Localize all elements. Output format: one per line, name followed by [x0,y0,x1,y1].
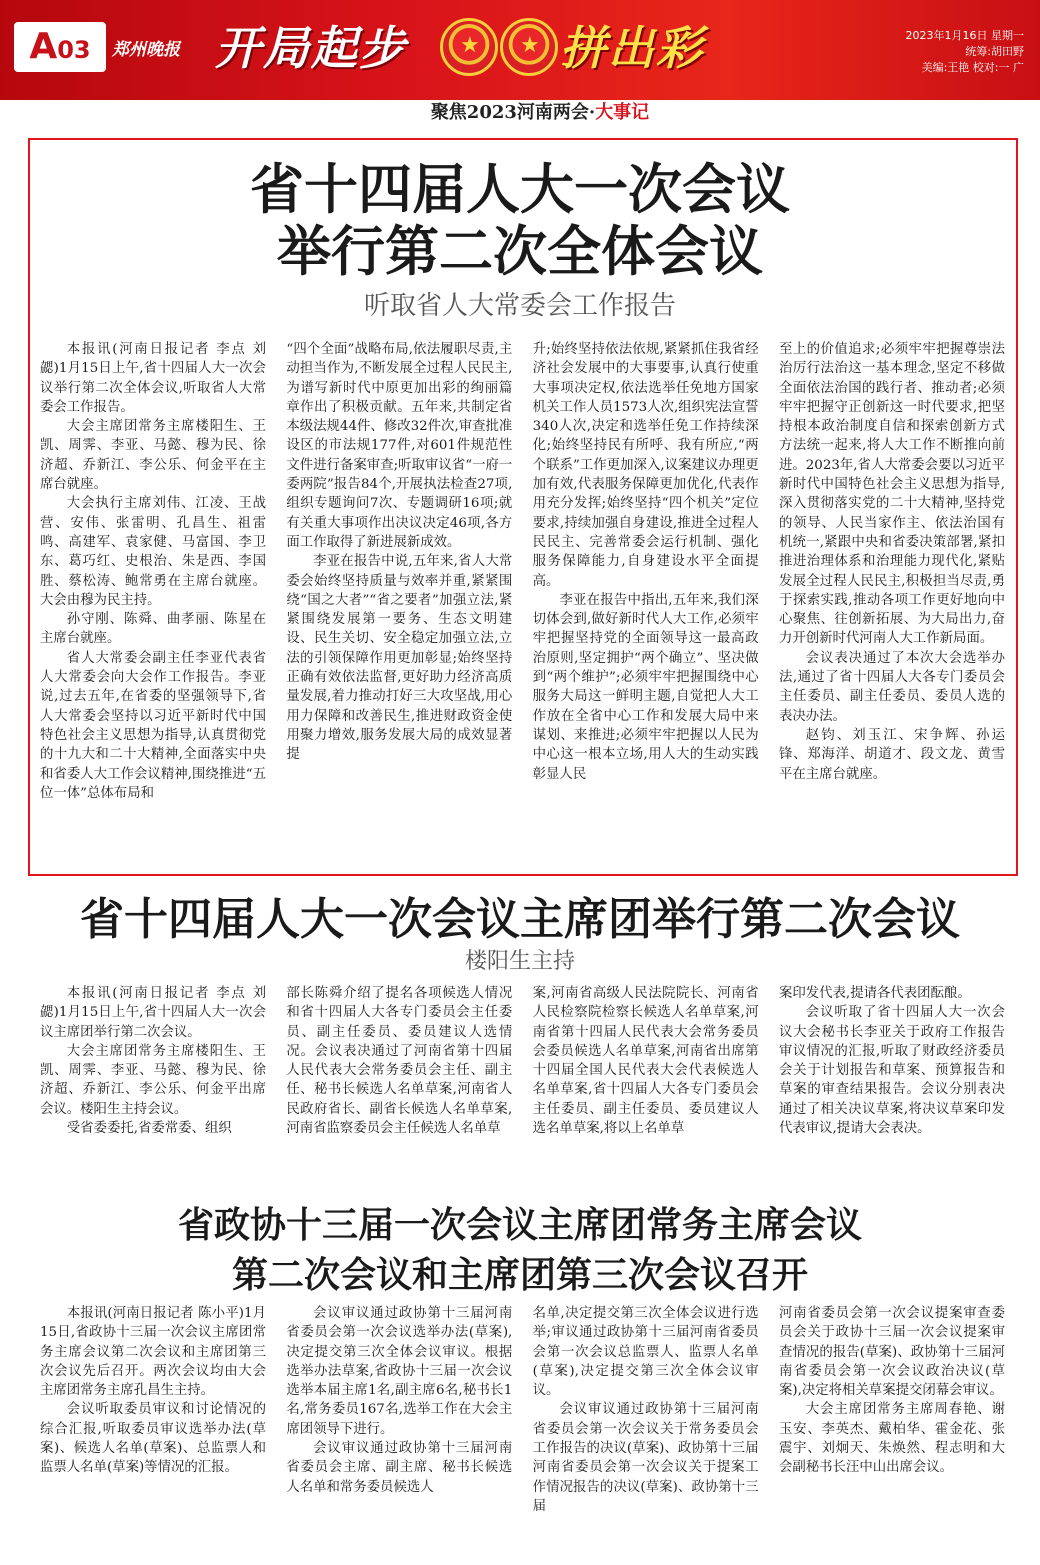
article2-col2 [286,984,512,1169]
paragraph: 大会主席团常务主席周春艳、谢玉安、李英杰、戴柏华、霍金花、张震宇、刘炯天、朱焕然、程志明和大会副秘书长汪中山出席会议。 [778,1402,1005,1476]
slogan-left: 开局起步 [215,21,407,75]
national-emblem-icon: ★ [440,18,498,76]
paragraph: 孙守刚、陈舜、曲孝丽、陈星在主席台就座。 [40,612,266,647]
paragraph: 本报讯(河南日报记者 李点 刘勰)1月15日上午,省十四届人大一次会议举行第二次全体会议,听取省人大常委会工作报告。 [40,342,266,415]
paragraph: 会议审议通过政协第十三届河南省委员会第一次会议选举办法(草案),决定提交第三次全体会议审议。根据选举办法草案,省政协十三届一次会议选举本届主席1名,副主席6名,秘书长1名,常务委员167名,选举工作在大会主席团领导下进行。 [286,1306,513,1437]
editors: 美编:王艳 校对:一 广 [921,61,1024,74]
paragraph: 河南省委员会第一次会议提案审查委员会关于政协十三届一次会议提案审查情况的报告(草案)、政协第十三届河南省委员会第一次会议政治决议(草案),决定将相关草案提交闭幕会审议。 [778,1306,1005,1399]
paragraph: 受省委委托,省委常委、组织 [66,1121,232,1137]
section-banner: 聚焦2023河南两会·大事记 [430,102,650,123]
paragraph: 本报讯(河南日报记者 李点 刘勰)1月15日上午,省十四届人大一次会议主席团举行第二次会议。 [40,986,266,1040]
article2-title: 省十四届人大一次会议主席团举行第二次会议 [80,894,960,945]
planner: 统筹:胡田野 [965,45,1024,58]
paragraph: 会议审议通过政协第十三届河南省委员会第一次会议关于常务委员会工作报告的决议(草案)、政协第十三届河南省委员会第一次会议关于提案工作情况报告的决议(草案)、政协第十三届 [532,1402,759,1514]
slogan-right: 拼出彩 [560,21,704,75]
paragraph: 案,河南省高级人民法院院长、河南省人民检察院检察长候选人名单草案,河南省第十四届人民代表大会常务委员会委员候选人名单草案,河南省出席第十四届全国人民代表大会代表候选人名单草案,省十四届人大各专门委员会主任委员、副主任委员、委员建议人选名单草案,将以上名单草 [532,986,759,1137]
paragraph: 名单,决定提交第三次全体会议进行选举;审议通过政协第十三届河南省委员会第一次会议总监票人、监票人名单(草案),决定提交第三次全体会议审议。 [532,1306,759,1399]
paragraph: 本报讯(河南日报记者 陈小平)1月15日,省政协十三届一次会议主席团常务主席会议第二次会议和主席团第三次会议先后召开。两次会议均由大会主席团常务主席孔昌生主持。 [40,1306,266,1399]
paragraph: 会议表决通过了本次大会选举办法,通过了省十四届人大各专门委员会主任委员、副主任委员、委员人选的表决办法。 [778,650,1005,724]
article2-body [40,984,1005,1169]
article3-title-line2: 第二次会议和主席团第三次会议召开 [231,1255,808,1296]
issue-date: 2023年1月16日 星期一 [905,29,1024,42]
article1-col4 [779,340,1005,855]
article3-col1 [40,1304,266,1544]
article1-title-line1: 省十四届人大一次会议 [250,158,790,221]
article3-col4 [779,1304,1005,1544]
paragraph: 赵钧、刘玉江、宋争辉、孙运锋、郑海洋、胡道才、段文龙、黄雪平在主席台就座。 [778,727,1005,782]
paragraph: 李亚在报告中指出,五年来,我们深切体会到,做好新时代人大工作,必须牢牢把握坚持党的全面领导这一最高政治原则,坚定拥护“两个确立”、坚决做到“两个维护”;必须牢牢把握围绕中心服务大局这一鲜明主题,自觉把人大工作放在全省中心工作和发展大局中来谋划、来推进;必须牢牢把握以人民为中心这一根本立场,用人大的生动实践彰显人民 [532,592,759,782]
article3-col2 [286,1304,512,1544]
article2-col4 [779,984,1005,1169]
article1-col1 [40,340,266,855]
article1-col2 [286,340,512,855]
page-number: A03 [14,22,106,72]
paragraph: 省人大常委会副主任李亚代表省人大常委会向大会作工作报告。李亚说,过去五年,在省委的坚强领导下,省人大常委会坚持以习近平新时代中国特色社会主义思想为指导,认真贯彻党的十九大和二十大精神,全面落实中央和省委人大工作会议精神,围绕推进“五位一体”总体布局和 [40,650,266,801]
paragraph: 大会执行主席刘伟、江凌、王战营、安伟、张雷明、孔昌生、祖雷鸣、高建军、袁家健、马富国、李卫东、葛巧红、史根治、朱是西、李国胜、蔡松涛、鲍常勇在主席台就座。大会由穆为民主持。 [40,496,266,608]
paragraph: “四个全面”战略布局,依法履职尽责,主动担当作为,不断发展全过程人民民主,为谱写新时代中原更加出彩的绚丽篇章作出了积极贡献。五年来,共制定省本级法规44件、修改32件次,审查批准设区的市法规177件,对601件规范性文件进行备案审查;听取审议省“一府一委两院”报告84个,开展执法检查27项,组织专题询问7次、专题调研16项;就有关重大事项作出决议决定46项,各方面工作取得了新进展新成效。 [286,342,513,550]
article1-col3 [533,340,759,855]
article3-body [40,1304,1005,1544]
paper-name: 郑州晚报 [112,40,180,60]
paragraph: 大会主席团常务主席楼阳生、王凯、周霁、李亚、马懿、穆为民、徐济超、乔新江、李公乐、何金平出席会议。楼阳生主持会议。 [40,1043,266,1117]
paragraph: 大会主席团常务主席楼阳生、王凯、周霁、李亚、马懿、穆为民、徐济超、乔新江、李公乐、何金平在主席台就座。 [40,419,266,493]
article3-title-line1: 省政协十三届一次会议主席团常务主席会议 [177,1205,862,1246]
article1-title-line2: 举行第二次全体会议 [277,220,763,283]
paragraph: 至上的价值追求;必须牢牢把握尊崇法治厉行法治这一基本理念,坚定不移做全面依法治国的践行者、推动者;必须牢牢把握守正创新这一时代要求,把坚持根本政治制度自信和探索创新方式方法统一起来,将人大工作不断推向前进。2023年,省人大常委会要以习近平新时代中国特色社会主义思想为指导,深入贯彻落实党的二十大精神,坚持党的领导、人民当家作主、依法治国有机统一,紧跟中央和省委决策部署,紧扣推进治理体系和治理能力现代化,紧贴发展全过程人民民主,积极担当尽责,勇于探索实践,推动各项工作更好地向中心聚焦、往创新拓展、为大局出力,奋力开创新时代河南人大工作新局面。 [778,342,1005,647]
paragraph: 会议听取了省十四届人大一次会议大会秘书长李亚关于政府工作报告审议情况的汇报,听取了财政经济委员会关于计划报告和草案、预算报告和草案的审查结果报告。会议分别表决通过了相关决议草案,将决议草案印发代表审议,提请大会表决。 [778,1005,1005,1137]
paragraph: 会议听取委员审议和讨论情况的综合汇报,听取委员审议选举办法(草案)、候选人名单(草案)、总监票人和监票人名单(草案)等情况的汇报。 [40,1402,266,1476]
article3-col3 [533,1304,759,1544]
masthead-meta [854,28,1024,76]
paragraph: 案印发代表,提请各代表团酝酿。 [778,986,971,1001]
article2-subtitle: 楼阳生主持 [464,949,575,974]
paragraph: 升;始终坚持依法依规,紧紧抓住我省经济社会发展中的大事要事,认真行使重大事项决定权,依法选举任免地方国家机关工作人员1573人次,组织宪法宣誓340人次,决定和选举任免工作持续深化;始终坚持民有所呼、我有所应,“两个联系”工作更加深入,议案建议办理更加有效,代表服务保障更加优化,代表作用充分发挥;始终坚持“四个机关”定位要求,持续加强自身建设,推进全过程人民民主、完善常委会运行机制、强化服务保障能力,自身建设水平全面提高。 [532,342,759,589]
article1-subtitle: 听取省人大常委会工作报告 [363,291,676,321]
article2-col3 [533,984,759,1169]
paragraph: 部长陈舜介绍了提名各项候选人情况和省十四届人大各专门委员会主任委员、副主任委员、委员建议人选情况。会议表决通过了河南省第十四届人民代表大会常务委员会主任、副主任、秘书长候选人名单草案,河南省人民政府省长、副省长候选人名单草案,河南省监察委员会主任候选人名单草 [286,986,513,1137]
article2-col1 [40,984,266,1169]
article1-body [40,340,1005,855]
paragraph: 李亚在报告中说,五年来,省人大常委会始终坚持质量与效率并重,紧紧围绕“国之大者”“省之要者”加强立法,紧紧围绕发展第一要务、生态文明建设、民生关切、安全稳定加强立法,立法的引领保障作用更加彰显;始终坚持正确有效依法监督,更好助力经济高质量发展,着力推动打好三大攻坚战,用心用力保障和改善民生,推进财政资金使用聚力增效,服务发展大局的成效显著提 [286,554,513,763]
paragraph: 会议审议通过政协第十三届河南省委员会主席、副主席、秘书长候选人名单和常务委员候选人 [286,1441,513,1495]
cppcc-emblem-icon: ★ [500,18,558,76]
